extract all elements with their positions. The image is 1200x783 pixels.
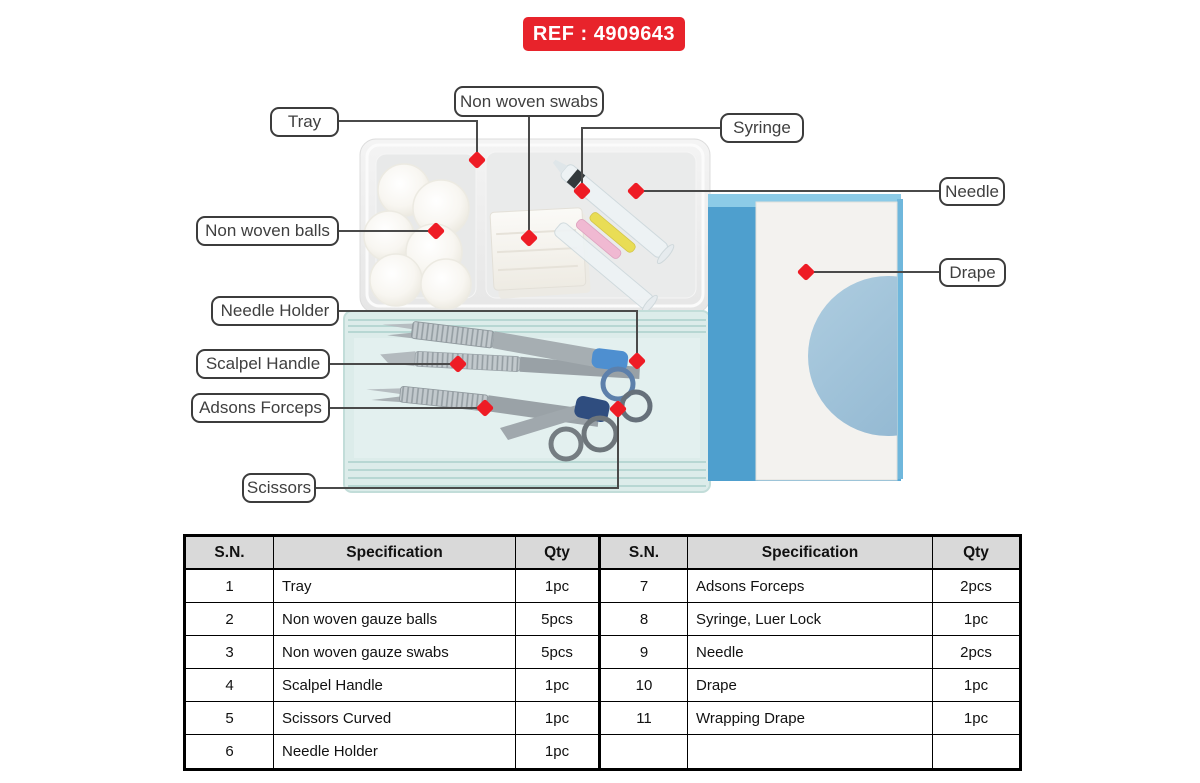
table-cell-qty: 5pcs (516, 636, 601, 669)
table-cell-spec: Non woven gauze balls (274, 603, 516, 636)
callout-adsons-forceps: Adsons Forceps (191, 393, 330, 423)
table-header-sn: S.N. (186, 537, 274, 570)
table-cell-sn: 11 (601, 702, 688, 735)
table-cell-sn: 8 (601, 603, 688, 636)
table-cell-sn: 3 (186, 636, 274, 669)
table-cell-qty: 1pc (933, 603, 1019, 636)
table-cell-qty: 1pc (516, 702, 601, 735)
callout-tray: Tray (270, 107, 339, 137)
ref-badge: REF : 4909643 (523, 17, 685, 51)
callout-needle-holder: Needle Holder (211, 296, 339, 326)
table-cell-qty: 1pc (516, 570, 601, 603)
table-cell-spec: Tray (274, 570, 516, 603)
drape-graphic (708, 194, 968, 481)
table-cell-sn: 6 (186, 735, 274, 768)
callout-syringe: Syringe (720, 113, 804, 143)
table-cell-spec: Syringe, Luer Lock (688, 603, 933, 636)
table-cell-sn: 7 (601, 570, 688, 603)
table-cell-sn: 4 (186, 669, 274, 702)
callout-non-woven-balls: Non woven balls (196, 216, 339, 246)
callout-scissors: Scissors (242, 473, 316, 503)
callout-scalpel-handle: Scalpel Handle (196, 349, 330, 379)
table-cell-qty: 1pc (933, 669, 1019, 702)
table-cell-qty: 2pcs (933, 570, 1019, 603)
table-cell-qty: 1pc (933, 702, 1019, 735)
table-cell-qty (933, 735, 1019, 768)
table-cell-sn: 2 (186, 603, 274, 636)
table-cell-spec: Needle (688, 636, 933, 669)
callout-non-woven-swabs: Non woven swabs (454, 86, 604, 117)
table-cell-qty: 2pcs (933, 636, 1019, 669)
gauze-balls-graphic (364, 164, 471, 309)
table-cell-spec: Scalpel Handle (274, 669, 516, 702)
table-header-spec: Specification (274, 537, 516, 570)
table-cell-spec: Wrapping Drape (688, 702, 933, 735)
callout-drape: Drape (939, 258, 1006, 287)
table-cell-sn: 9 (601, 636, 688, 669)
table-header-spec: Specification (688, 537, 933, 570)
table-cell-spec: Non woven gauze swabs (274, 636, 516, 669)
spec-table (183, 534, 1022, 771)
callout-needle: Needle (939, 177, 1005, 206)
gauze-swabs-graphic (490, 208, 591, 299)
table-cell-spec: Drape (688, 669, 933, 702)
table-cell-spec: Needle Holder (274, 735, 516, 768)
table-cell-qty: 1pc (516, 735, 601, 768)
table-cell-spec: Adsons Forceps (688, 570, 933, 603)
table-cell-sn (601, 735, 688, 768)
table-cell-sn: 10 (601, 669, 688, 702)
table-cell-qty: 1pc (516, 669, 601, 702)
table-header-sn: S.N. (601, 537, 688, 570)
table-cell-sn: 5 (186, 702, 274, 735)
table-header-qty: Qty (516, 537, 601, 570)
table-cell-qty: 5pcs (516, 603, 601, 636)
table-cell-spec (688, 735, 933, 768)
table-cell-sn: 1 (186, 570, 274, 603)
table-cell-spec: Scissors Curved (274, 702, 516, 735)
table-header-qty: Qty (933, 537, 1019, 570)
